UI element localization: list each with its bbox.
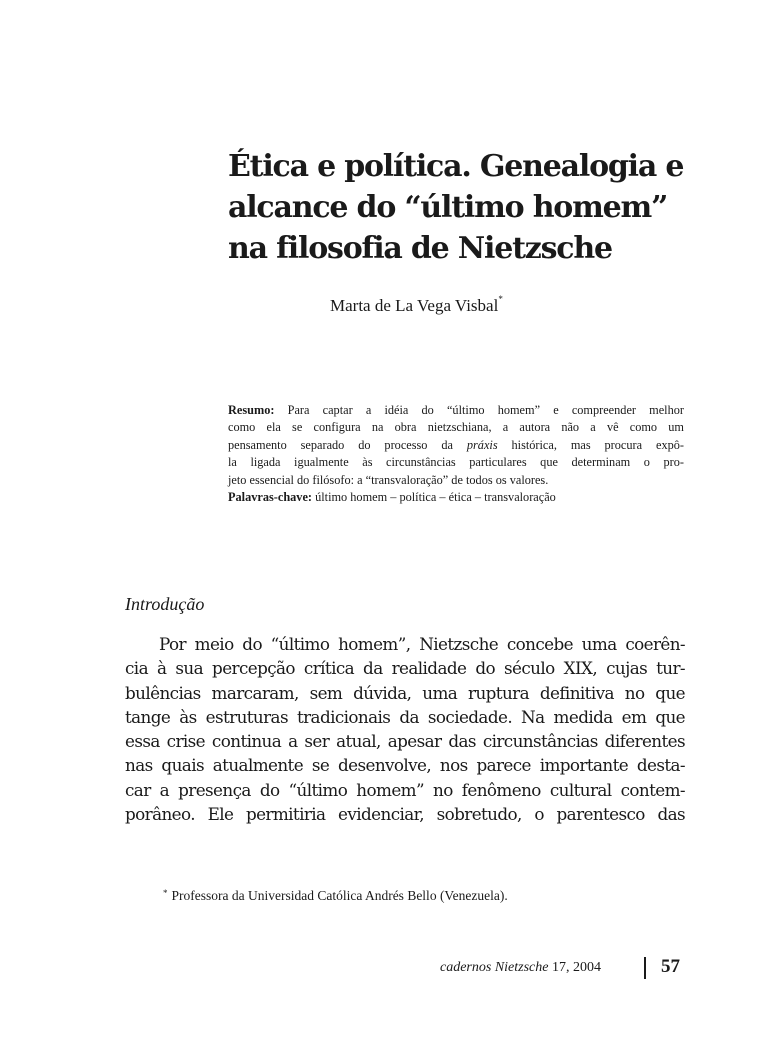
body-line: car a presença do “último homem” no fenômeno cultural contem- — [125, 779, 685, 800]
abstract-line: como ela se configura na obra nietzschiana, a autora não a vê como um — [228, 420, 684, 435]
article-title — [228, 146, 698, 269]
journal-name: cadernos Nietzsche — [440, 960, 549, 975]
body-paragraph — [125, 632, 685, 826]
body-line: porâneo. Ele permitiria evidenciar, sobretudo, o parentesco das — [125, 804, 685, 825]
title-line: Ética e política. Genealogia e — [228, 149, 684, 184]
footnote-text: Professora da Universidad Católica Andrés Bello (Venezuela). — [171, 888, 508, 903]
body-line: nas quais atualmente se desenvolve, nos parece importante desta- — [125, 755, 685, 776]
body-line: tange às estruturas tradicionais da sociedade. Na medida em que — [125, 706, 685, 727]
praxis-term: práxis — [466, 437, 498, 452]
body-line: Por meio do “último homem”, Nietzsche concebe uma coerên- — [159, 634, 685, 654]
keywords: último homem – política – ética – transvaloração — [312, 490, 556, 505]
page-footer — [440, 956, 680, 977]
keywords-line — [228, 489, 684, 506]
footnote-mark: * — [163, 888, 168, 898]
abstract-line: jeto essencial do filósofo: a “transvaloração” de todos os valores. — [228, 472, 549, 487]
abstract-line: Resumo: Para captar a idéia do “último homem” e compreender melhor — [228, 403, 684, 417]
section-heading: Introdução — [125, 594, 205, 614]
title-line: alcance do “último homem” — [228, 190, 668, 225]
footnote — [163, 888, 508, 904]
author-name: Marta de La Vega Visbal — [330, 296, 499, 315]
page-number: 57 — [661, 956, 680, 977]
abstract — [228, 402, 684, 506]
body-line: cia à sua percepção crítica da realidade do século XIX, cujas tur- — [125, 658, 685, 679]
abstract-line: pensamento separado do processo da práxis histórica, mas procura expô- — [228, 437, 684, 452]
journal-issue: 17, 2004 — [548, 960, 601, 975]
abstract-line: la ligada igualmente às circunstâncias particulares que determinam o pro- — [228, 455, 684, 470]
body-line: bulências marcaram, sem dúvida, uma ruptura definitiva no que — [125, 682, 685, 703]
author-line — [330, 296, 503, 316]
body-line: essa crise continua a ser atual, apesar das circunstâncias diferentes — [125, 731, 685, 752]
title-line: na filosofia de Nietzsche — [228, 231, 612, 266]
footer-divider — [644, 957, 646, 979]
abstract-label: Resumo: — [228, 403, 275, 417]
keywords-label: Palavras-chave: — [228, 490, 313, 505]
author-footnote-mark: * — [498, 294, 503, 304]
